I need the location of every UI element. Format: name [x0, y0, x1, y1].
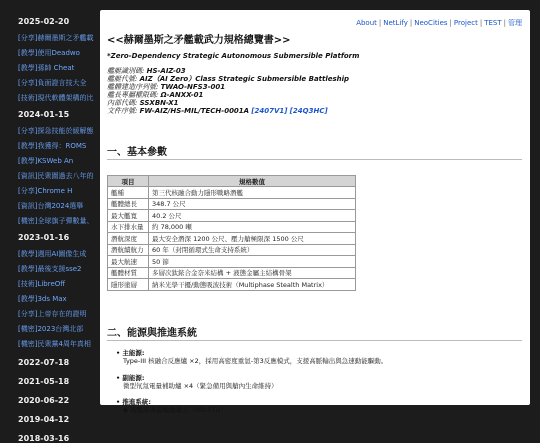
item-title-sub-energy: • 副能源:: [116, 373, 145, 382]
top-nav: About | NetLify | NeoCities | Project | TEST | 管理: [356, 19, 522, 27]
table-cell-key: 艦體總長: [108, 198, 149, 210]
spec-value: AIZ（AI Zero）Class Strategic Submersible Battleship: [139, 75, 350, 83]
spec-value: FW-AIZ/HS-MIL/TECH-0001A: [139, 107, 250, 115]
item-body-propulsion: ◆ 高壓超導磁輪動量元（HD-STU）: [123, 406, 227, 414]
page-subtitle: *Zero-Dependency Strategic Autonomous Submersible Platform: [107, 52, 360, 60]
sidebar-post-link[interactable]: [教學]我獲得：ROMS: [18, 142, 87, 150]
table-cell-key: 隱形塗層: [108, 279, 149, 291]
table-cell-key: 水下排水量: [108, 221, 149, 233]
spec-value: HS-AIZ-03: [146, 67, 186, 75]
table-cell-value: 50 節: [149, 256, 356, 268]
sidebar-post-link[interactable]: [教學]KSWeb An: [18, 157, 74, 165]
sidebar-date: 2019-04-12: [18, 415, 70, 424]
table-row: [108, 244, 356, 256]
page-title: <<赫爾墨斯之矛艦載武力規格總覽書>>: [107, 35, 291, 46]
table-row: [108, 256, 356, 268]
spec-label: 艦長專屬權限碼:: [107, 91, 159, 99]
table-row: [108, 187, 356, 199]
spec-label: 文件序號:: [107, 107, 138, 115]
table-header-value: 規格數值: [149, 176, 356, 187]
sidebar-post-link[interactable]: [機密]民衆黨4周年真相: [18, 340, 91, 348]
sidebar-date: 2020-06-22: [18, 396, 70, 405]
table-cell-value: 40.2 公尺: [149, 210, 356, 222]
sidebar-post-link[interactable]: [教學]最後支援sse2: [18, 265, 82, 273]
sidebar-post-link[interactable]: [分享]上帝存在的證明: [18, 310, 87, 318]
nav-test[interactable]: TEST: [484, 19, 502, 27]
section-heading-basic: 一、基本參數: [107, 147, 167, 158]
nav-about[interactable]: About: [356, 19, 377, 27]
table-cell-value: 348.7 公尺: [149, 198, 356, 210]
table-cell-value: 第三代核融合動力隱形戰略潛艦: [149, 187, 356, 199]
table-header-item: 項目: [108, 176, 149, 187]
table-cell-value: 多層次鈦銥合金奈米結構 + 液態金屬主結構骨架: [149, 267, 356, 279]
sidebar-post-link[interactable]: [教學]孫帥 Cheat: [18, 64, 75, 72]
spec-value: SSXBN-X1: [139, 99, 179, 107]
table-cell-key: 最大航速: [108, 256, 149, 268]
table-row: [108, 279, 356, 291]
nav-project[interactable]: Project: [453, 19, 478, 27]
spec-label: 艦艇代號:: [107, 75, 138, 83]
item-body-sub-energy: 微型氘氚電量補助爐 ×4（緊急備用與艙內生命維持）: [123, 382, 278, 390]
table-cell-value: 納米光學干擾/動態吸波技術（Multiphase Stealth Matrix）: [149, 279, 356, 291]
sidebar-date: 2023-01-16: [18, 233, 70, 242]
table-row: [108, 221, 356, 233]
item-body-main-energy: Type-III 核融合反應爐 ×2，採用高密度重氫-第3反應模式，支援高脈輸出與急速動能驅動。: [123, 357, 388, 365]
sidebar-post-link[interactable]: [教學]3ds Max: [18, 295, 67, 303]
section-heading-energy: 二、能源與推進系統: [107, 328, 197, 339]
table-cell-value: 最大安全潛深 1200 公尺、壓力艙極限深 1500 公尺: [149, 233, 356, 245]
spec-line: [107, 107, 328, 116]
table-row: [108, 198, 356, 210]
spec-value: Ω-ANXX-01: [160, 91, 204, 99]
sidebar-post-link[interactable]: [分享]Chrome H: [18, 187, 73, 195]
sidebar-date: 2018-03-16: [18, 434, 70, 443]
nav-admin[interactable]: 管理: [508, 19, 522, 27]
sidebar-post-link[interactable]: [教學]週用AI圖像生成: [18, 250, 87, 258]
spec-label: 艦艇識別碼:: [107, 67, 145, 75]
doc-link-2407v1[interactable]: [2407V1]: [251, 107, 288, 115]
table-row: [108, 210, 356, 222]
sidebar-post-link[interactable]: [技術]現代軟體架構的比: [18, 94, 94, 102]
spec-label: 內部代碼:: [107, 99, 138, 107]
sidebar-post-link[interactable]: [機密]全球旗子彈數量、: [18, 217, 94, 225]
nav-neocities[interactable]: NeoCities: [414, 19, 448, 27]
sidebar-date: 2021-05-18: [18, 377, 70, 386]
sidebar-post-link[interactable]: [分享]負面證言技大全: [18, 79, 87, 87]
spec-table: [107, 175, 356, 291]
sidebar-post-link[interactable]: [分享]探急技能於緩解態: [18, 127, 94, 135]
sidebar-date: 2024-01-15: [18, 110, 70, 119]
sidebar-date: 2022-07-18: [18, 358, 70, 367]
sidebar-post-link[interactable]: [資訊]台灣2024選舉: [18, 202, 84, 210]
sidebar-date: 2025-02-20: [18, 17, 70, 26]
spec-value: TWAO-NFS3-001: [160, 83, 226, 91]
nav-netlify[interactable]: NetLify: [383, 19, 408, 27]
table-cell-key: 最大艦寬: [108, 210, 149, 222]
table-row: [108, 267, 356, 279]
table-cell-key: 艦體材質: [108, 267, 149, 279]
sidebar-post-link[interactable]: [技術]LibreOff: [18, 280, 66, 288]
table-cell-value: 約 78,000 噸: [149, 221, 356, 233]
table-cell-value: 60 年（封閉循環式生命支持系統）: [149, 244, 356, 256]
sidebar-post-link[interactable]: [教學]使用Deadwo: [18, 49, 80, 57]
sidebar-post-link[interactable]: [機密]2023台灣北部: [18, 325, 84, 333]
table-cell-key: 艦種: [108, 187, 149, 199]
spec-label: 艦體建造序列號:: [107, 83, 159, 91]
table-row: [108, 233, 356, 245]
item-title-propulsion: • 推進系統:: [116, 397, 151, 406]
item-title-main-energy: • 主能源:: [116, 348, 145, 357]
section-divider: [107, 340, 522, 341]
sidebar-post-link[interactable]: [分享]赫爾墨斯之矛艦載: [18, 34, 94, 42]
doc-link-24q3hc[interactable]: [24Q3HC]: [289, 107, 328, 115]
table-cell-key: 潛航深度: [108, 233, 149, 245]
sidebar: [0, 0, 100, 443]
main-content: [100, 10, 530, 414]
section-divider: [107, 159, 522, 160]
sidebar-post-link[interactable]: [資訊]民衆圍過去八年的: [18, 172, 94, 180]
table-cell-key: 潛航續航力: [108, 244, 149, 256]
